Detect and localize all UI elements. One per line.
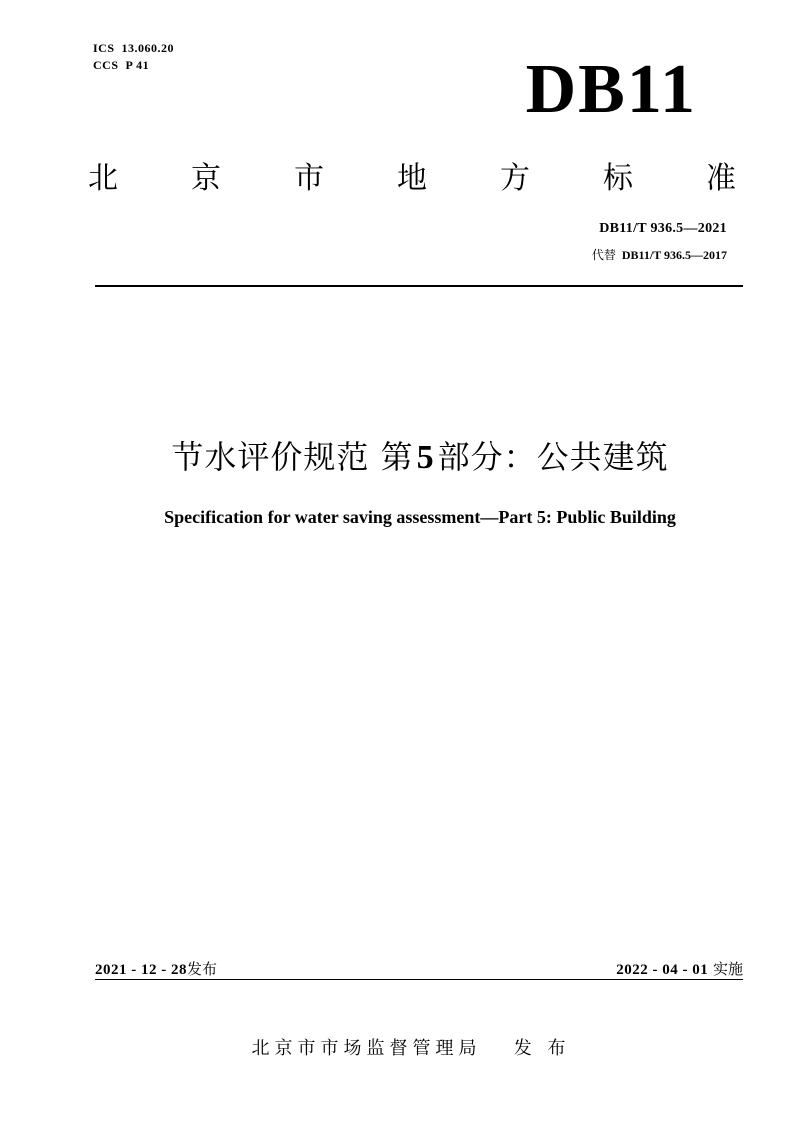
replaces-standard [592,246,727,263]
bottom-divider [95,979,743,980]
standard-type-char: 地 [397,161,427,196]
replaces-label: 代替 [591,248,616,262]
issuer-name: 北京市市场监督管理局 [251,1038,482,1059]
standard-type-title [88,153,736,197]
issue-date-block [95,958,217,979]
standard-number: DB11/T 936.5—2021 [599,221,727,236]
title-cn-part2: 部分：公共建筑 [437,438,669,476]
effective-label: 实施 [712,960,743,978]
issuer-line [0,1034,800,1060]
issue-label: 发布 [187,960,218,978]
standard-type-char: 方 [500,161,530,196]
document-title-en: Specification for water saving assessment—Part 5: Public Building [164,507,676,527]
effective-date: 2022 - 04 - 01 [616,962,709,978]
ccs-code: CCS P 41 [93,58,150,72]
standard-type-char: 准 [706,161,736,196]
standard-code-logo: DB11 [525,51,697,128]
replaced-standard-number: DB11/T 936.5—2017 [621,248,727,262]
standard-type-char: 市 [294,161,324,196]
top-divider [95,285,743,287]
standard-type-char: 京 [191,161,221,196]
title-cn-part-number: 5 [416,439,435,476]
effective-date-block [616,958,743,979]
classification-codes [93,40,174,74]
title-cn-part1: 节水评价规范 第 [171,438,414,476]
standard-type-char: 北 [88,161,118,196]
ics-code: ICS 13.060.20 [93,41,175,55]
issue-date: 2021 - 12 - 28 [95,962,187,978]
issuer-action: 发 布 [513,1038,571,1059]
document-title-cn [0,432,800,478]
standard-type-char: 标 [603,161,633,196]
